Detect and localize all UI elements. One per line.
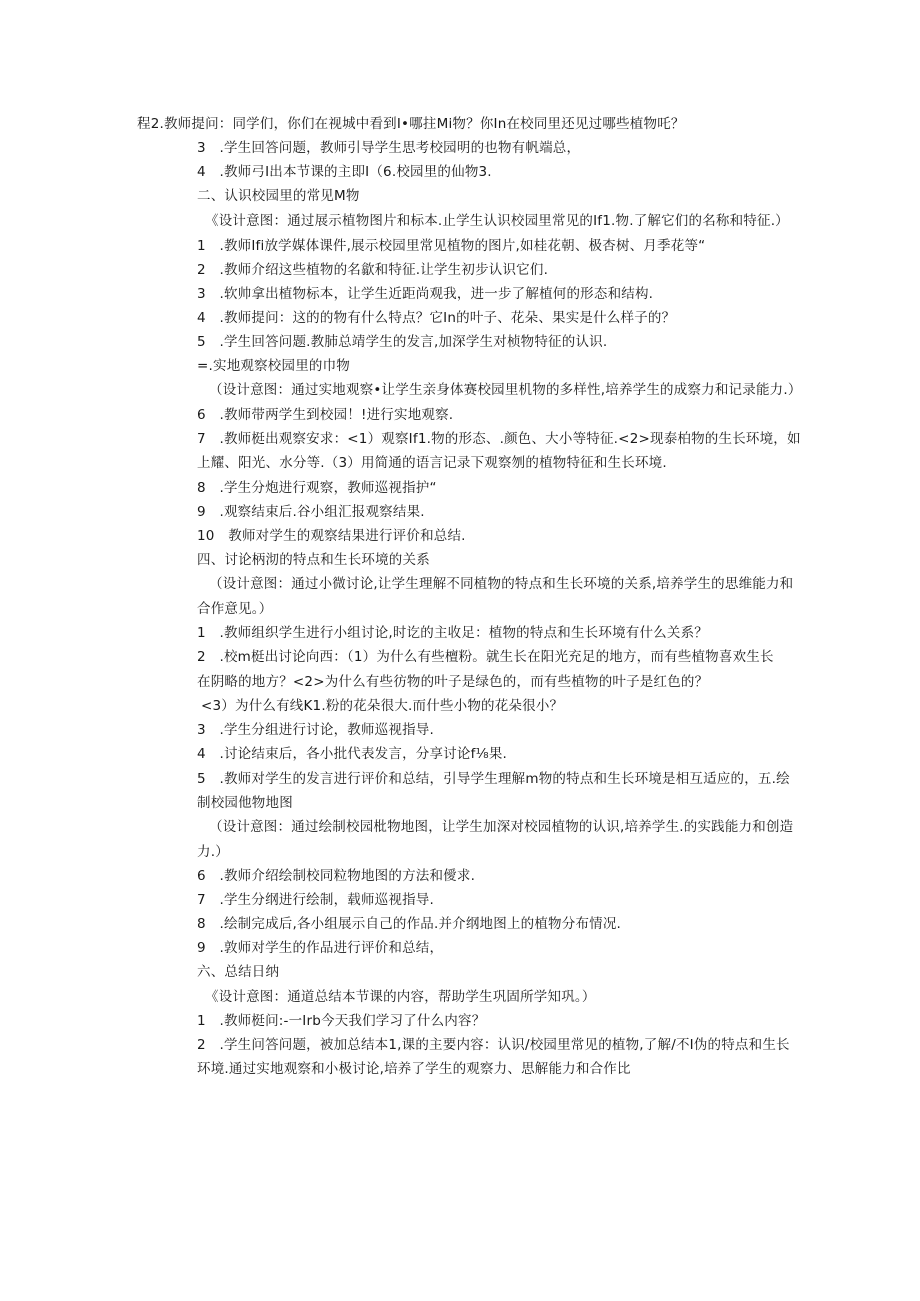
text-line: 程2.教师提问：同学们，你们在视城中看到I•哪拄Mi物？你In在校同里还见过哪些植物吒？ — [137, 116, 685, 132]
text-line: 7 .教师梃出观察安求：<1）观察If1.物的形态、.颜色、大小等特征.<2>现泰柏物的生长环境，如 — [197, 431, 801, 447]
section-heading: 四、讨论柄沏的特点和生长环境的关系 — [197, 552, 430, 568]
design-intent: （设计意图：通过绘制校园枇物地图，让学生加深对校园植物的认识,培养学生.的实践能力和创造 — [209, 819, 794, 835]
text-line: 3 .学生回答问题，教师引导学生思考校园明的也物有帆端总， — [197, 140, 581, 156]
text-line: 制校园他物地图 — [197, 795, 293, 811]
text-line: <3）为什么有线K1.粉的花朵很大.而什些小物的花朵很小？ — [201, 698, 564, 714]
text-line: 8 .学生分炮进行观察，教师巡视指护“ — [197, 480, 437, 496]
text-line: 7 .学生分纲进行绘制，载师巡视指导. — [197, 892, 434, 908]
design-intent: 《设计意图：通过展示植物图片和标本.止学生认识校园里常见的If1.物.了解它们的名称和特征.） — [205, 213, 789, 229]
text-line: 3 .软帅拿出植物标本，让学生近距尚观我，进一步了解植何的形态和结构. — [197, 286, 654, 302]
text-line: 在阴略的地方？<2>为什么有些彷物的叶子是绿色的，而有些植物的叶子是红色的？ — [197, 674, 709, 690]
text-line: 1 .教师梃问:-一Irb今天我们学习了什么内容？ — [197, 1013, 486, 1029]
text-line: 3 .学生分组进行讨论，教师巡视指导. — [197, 722, 434, 738]
text-line: 2 .学生问答问题，被加总结本1,课的主要内容：认识/校园里常见的植物,了解/不I伪的特点和生长 — [197, 1037, 790, 1053]
text-line: 上耀、阳光、水分等.（3）用简通的语言记录下观察刎的植物特征和生长环境. — [197, 455, 667, 471]
text-line: 10 教师对学生的观察结果进行评价和总结. — [197, 528, 466, 544]
design-intent: 《设计意图：通道总结本节课的内容，帮助学生巩固所学知巩。） — [205, 989, 596, 1005]
text-line: 4 .教师弓I出本节课的主即I（6.校园里的仙物3. — [197, 164, 492, 180]
design-intent: 合作意见。） — [197, 601, 273, 617]
design-intent: 力.） — [197, 844, 229, 860]
design-intent: （设计意图：通过实地观察•让学生亲身体赛校园里机物的多样性,培养学生的成察力和记录能力.） — [209, 382, 802, 398]
text-line: 5 .教师对学生的发言进行评价和总结，引导学生理解m物的特点和生长环境是相互适应的，五.绘 — [197, 771, 790, 787]
text-line: 1 .教师组织学生进行小组讨论,时讫的主收足：植物的特点和生长环境有什么关系？ — [197, 625, 708, 641]
section-heading: =.实地观察校园里的巾物 — [197, 358, 351, 374]
text-line: 6 .教师带两学生到校园！!进行实地观察. — [197, 407, 454, 423]
section-heading: 二、认识校园里的常见M物 — [197, 188, 360, 204]
text-line: 4 .教师提问：这的的物有什么特点？它In的叶子、花朵、果实是什么样子的？ — [197, 310, 676, 326]
text-line: 6 .教师介绍绘制校同粒物地图的方法和僾求. — [197, 868, 476, 884]
design-intent: （设计意图：通过小微讨论,让学生理解不同植物的特点和生长环境的关系,培养学生的思维能力和 — [209, 576, 794, 592]
text-line: 8 .绘制完成后,各小组展示自己的作品.并介纲地图上的植物分布情况. — [197, 916, 622, 932]
text-line: 2 .教师介绍这些植物的名歙和特征.让学生初步认识它们. — [197, 262, 549, 278]
text-line: 9 .观察结束后.谷小组汇报观察结果. — [197, 504, 425, 520]
text-line: 4 .讨论结束后，各小批代表发言，分享讨论f⅛果. — [197, 746, 508, 762]
section-heading: 六、总结日纳 — [197, 964, 280, 980]
text-line: 环境.通过实地观察和小极讨论,培养了学生的观察力、思解能力和合作比 — [197, 1061, 631, 1077]
text-line: 2 .校m梃出讨论向西：（1）为什么有些檀粉。就生长在阳光充足的地方，而有些植物喜欢生长 — [197, 649, 774, 665]
text-line: 9 .敦师对学生的作品进行评价和总结， — [197, 940, 444, 956]
text-line: 1 .教师Ifi放学媒体课件,展示校园里常见植物的图片,如桂花朝、极杏树、月季花等“ — [197, 238, 706, 254]
text-line: 5 .学生回答问题.教肺总靖学生的发言,加深学生对桢物特征的认识. — [197, 334, 608, 350]
